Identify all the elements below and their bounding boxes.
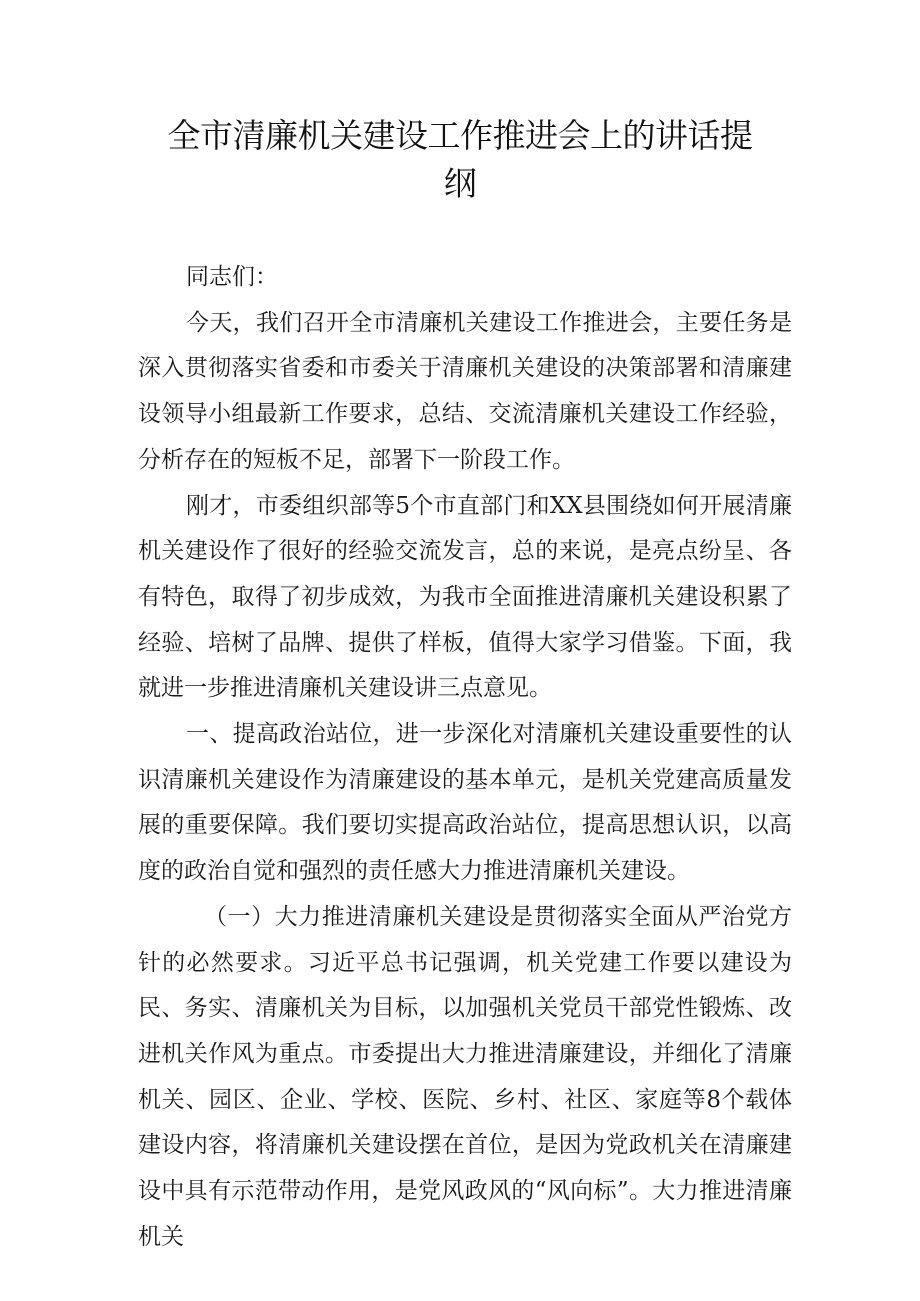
salutation: 同志们： [186,264,278,290]
paragraph-section-one: 一、提高政治站位，进一步深化对清廉机关建设重要性的认识清廉机关建设作为清廉建设的基本单元，是机关党建高质量发展的重要保障。我们要切实提高政治站位，提高思想认识，以高度的政治自觉和强烈的责任感大力推进清廉机关建设。 [138,721,792,885]
paragraph-subsection-one: （一）大力推进清廉机关建设是贯彻落实全面从严治党方针的必然要求。习近平总书记强调，机关党建工作要以建设为民、务实、清廉机关为目标，以加强机关党员干部党性锻炼、改进机关作风为重点。市委提出大力推进清廉建设，并细化了清廉机关、园区、企业、学校、医院、乡村、社区、家庭等8个载体建设内容，将清廉机关建设摆在首位，是因为党政机关在清廉建设中具有示范带动作用，是党风政风的“风向标”。大力推进清廉机关 [138,903,792,1250]
title-line-1: 全市清廉机关建设工作推进会上的讲话提 [167,116,753,155]
paragraph-review: 刚才，市委组织部等5个市直部门和XX县围绕如何开展清廉机关建设作了很好的经验交流发言，总的来说，是亮点纷呈、各有特色，取得了初步成效，为我市全面推进清廉机关建设积累了经验、培树了品牌、提供了样板，值得大家学习借鉴。下面，我就进一步推进清廉机关建设讲三点意见。 [138,492,792,702]
document-title [140,112,780,208]
paragraph-opening: 今天，我们召开全市清廉机关建设工作推进会，主要任务是深入贯彻落实省委和市委关于清廉机关建设的决策部署和清廉建设领导小组最新工作要求，总结、交流清廉机关建设工作经验，分析存在的短板不足，部署下一阶段工作。 [138,309,792,473]
title-line-2: 纲 [443,164,477,203]
document-body [138,255,792,1260]
